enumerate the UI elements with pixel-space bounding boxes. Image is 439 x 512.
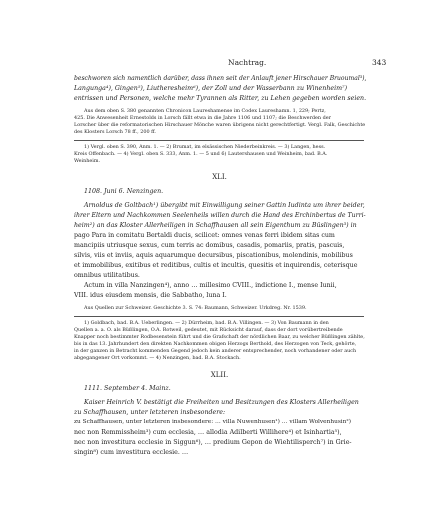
document-date-xlii: 1111. September 4. Mainz. bbox=[84, 385, 171, 392]
summary-line: Kaiser Heinrich V. bestätigt die Freiheiten und Besitzungen des Klosters Allerheiligen bbox=[84, 399, 359, 406]
body-line: VIII. idus eiusdem mensis, die Sabbatho, luna I. bbox=[74, 292, 227, 299]
running-header-title: Nachtrag. bbox=[228, 58, 267, 67]
footnote: Kreis Offenbach. — 4) Vergl. oben S. 333, Anm. 1. — 5 und 6) Lautershausen und Weinheim, bad. B.A. bbox=[74, 151, 328, 157]
body-line: Actum in villa Nanzingen⁴), anno … millesimo CVIII., indictione I., mense Iunii, bbox=[84, 282, 337, 289]
body-line: omnibus utilitatibus. bbox=[74, 272, 140, 279]
summary-line: zu Schaffhausen, unter letzteren insbesondere: bbox=[74, 409, 226, 416]
summary-line: Arnoldus de Goltbach¹) übergibt mit Einwilligung seiner Gattin Iudinta um ihrer beider, bbox=[84, 202, 365, 209]
footnote: bis in das 13. Jahrhundert den direkten Nachkommen obigen Herzogs Berthold, des Herzogen von Teck, gehörte, bbox=[74, 341, 357, 347]
footnote: 1) Goldbach, bad. B.A. Ueberlingen. — 2) Dürrheim, bad. B.A. Villingen. — 3) Von Baumann in den bbox=[84, 320, 329, 326]
body-line: et immobilibus, exitibus et reditibus, cultis et incultis, quesitis et inquirendis, ceterisque bbox=[74, 262, 358, 269]
document-number-xlii: XLII. bbox=[210, 371, 229, 379]
text-line: entrissen und Personen, welche mehr Tyrannen als Ritter, zu Lehen gegeben worden seien. bbox=[74, 95, 367, 102]
body-line: nec non Remmissheim³) cum ecclesia, … allodia Adilberti Willihere⁴) et Isinhartia⁵), bbox=[74, 429, 342, 436]
document-number-xli: XLI. bbox=[212, 173, 227, 181]
body-line: mancipiis utriusque sexus, cum terris ac domibus, casadis, pomariis, pratis, pascuis, bbox=[74, 242, 345, 249]
source-note: Aus Quellen zur Schweizer. Geschichte 3. S. 74: Baumann, Schweizer. Urkdreg. Nr. 1539. bbox=[84, 305, 307, 311]
body-line: nec non investitura ecclesie in Siggun⁶), … predium Gepon de Wiehtilisperch⁷) in Grie- bbox=[74, 439, 352, 446]
summary-line: ihrer Eltern und Nachkommen Seelenheils willen durch die Hand des Erchinbertus de Turri- bbox=[74, 212, 366, 219]
document-date-xli: 1108. Juni 6. Nenzingen. bbox=[84, 188, 164, 195]
footnote: in der ganzen in Betracht kommenden Gegend jedoch kein anderer entsprechender, noch vorhandener oder auch bbox=[74, 348, 357, 354]
separator-rule bbox=[74, 140, 364, 141]
footnote: Knapper noch bestimmter Rodbesenstein führt und die Grafschaft der nördlichen Baar, zu welcher Büßlingen zählte, bbox=[74, 334, 365, 340]
body-line: singin⁸) cum investitura ecclesie. … bbox=[74, 449, 189, 456]
source-note: des Klosters Lorsch 78 ff., 200 ff. bbox=[74, 129, 156, 135]
footnote: abgegangener Ort vorkommt. — 4) Nenzingen, bad. B.A. Stockach. bbox=[74, 355, 241, 361]
separator-rule bbox=[74, 316, 364, 317]
body-line: silvis, viis et inviis, aquis aquarumque decursibus, piscationibus, molendinis, mobilibus bbox=[74, 252, 353, 259]
body-line: zu Schaffhausen, unter letzteren insbesondere: … villa Nuwenhusen¹) … villam Wolvenhusin²) bbox=[74, 419, 351, 425]
source-note: Lorscher über die reformatorischen Hirschauer Mönche waren übrigens nicht gerechtfertigt. Vergl. Falk, Geschichte bbox=[74, 122, 366, 128]
summary-line: heim²) an das Kloster Allerheiligen in Schaffhausen all sein Eigenthum zu Büslingen³) in bbox=[74, 222, 357, 229]
footnote: Weinheim. bbox=[74, 158, 101, 164]
footnote: 1) Vergl. oben S. 390, Anm. 1. — 2) Brumat, im elsässischen Niederbeinkreis. — 3) Langen, hess. bbox=[84, 144, 326, 150]
footnote: Quellen a. a. O. als Büßlingen, O.A. Rotweil, gedeutet, mit Rücksicht darauf, dass der dort vorübertreibende bbox=[74, 327, 343, 333]
text-line: Langunga⁴), Gingen⁵), Liutheresheim⁶), der Zoll und der Wasserbann zu Winenheim⁷) bbox=[74, 85, 348, 92]
page-number: 343 bbox=[372, 58, 387, 67]
text-line: beschworen sich namentlich darüber, dass ihnen seit der Anlauft jener Hirschauer Bruoumal³), bbox=[74, 75, 367, 82]
source-note: Aus dem oben S. 380 genannten Chronicon Laureshamense im Codex Laureshamn. 1, 229; Pertz, bbox=[84, 108, 326, 114]
source-note: 425. Die Anwesenheit Ernestolds in Lorsch fällt etwa in die Jahre 1106 und 1107; die Beschwerden der bbox=[74, 115, 331, 121]
body-line: pago Para in comitatu Bertaldi ducis, scilicet: omnes venas ferri ibidem sitas cum bbox=[74, 232, 335, 239]
